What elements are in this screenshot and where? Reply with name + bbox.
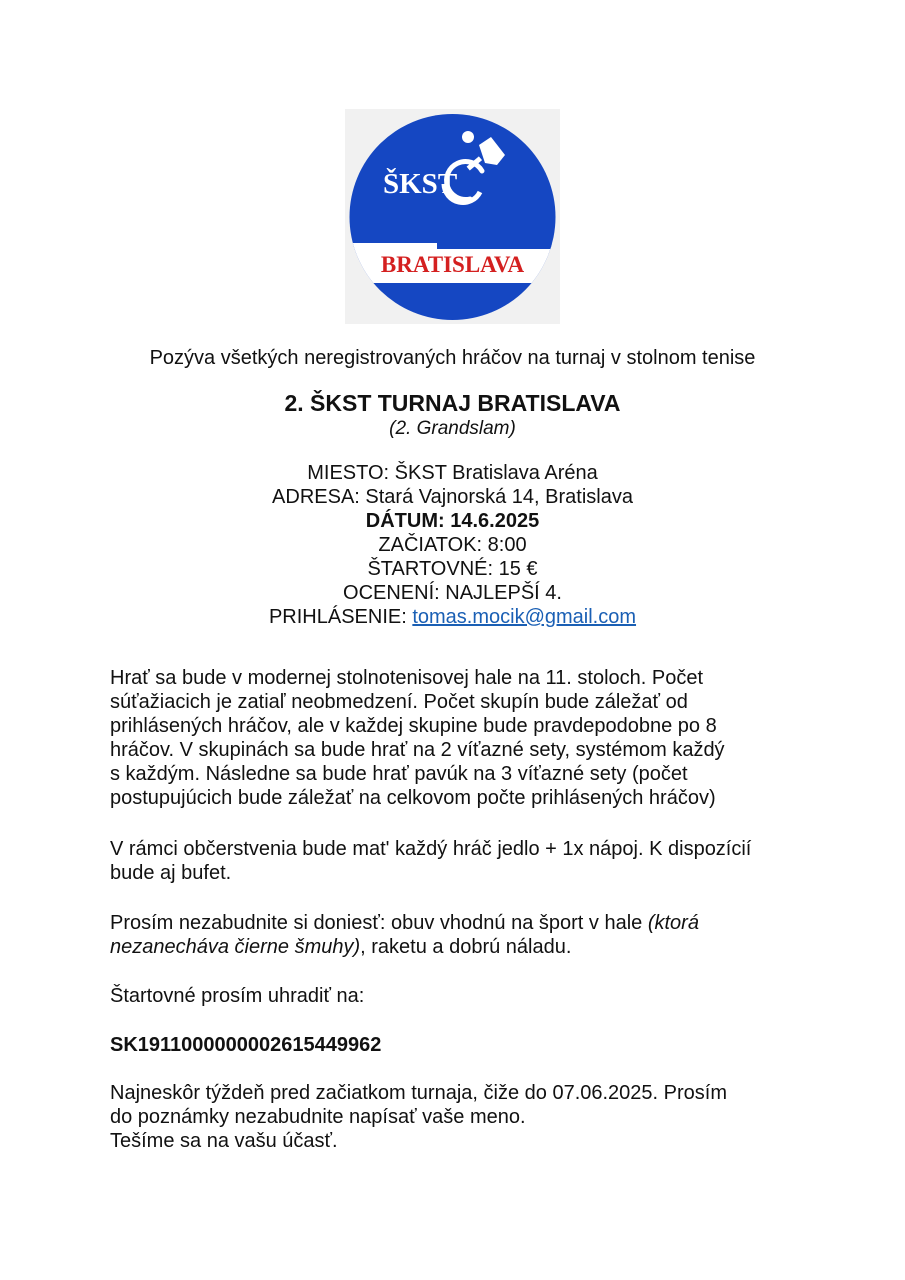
payment-intro: Štartovné prosím uhradiť na: — [110, 985, 365, 1007]
registration-label: PRIHLÁSENIE: — [268, 606, 413, 628]
club-logo — [345, 109, 560, 324]
paragraph-line: hráčov. V skupinách sa bude hrať na 2 víťazné sety, systémom každý — [110, 739, 725, 761]
bring-text: Prosím nezabudnite si doniesť: obuv vhodnú na šport v hale — [110, 912, 648, 934]
club-logo-graphic — [345, 109, 560, 324]
iban: SK1911000000002615449962 — [110, 1034, 382, 1056]
event-details — [0, 461, 905, 629]
closing-paragraph — [110, 1081, 810, 1153]
detail-date: DÁTUM: 14.6.2025 — [365, 510, 540, 532]
bring-text-cont: , raketu a dobrú náladu. — [360, 936, 572, 958]
event-title: 2. ŠKST TURNAJ BRATISLAVA — [284, 390, 621, 416]
paragraph-line: do poznámky nezabudnite napísať vaše meno. — [110, 1106, 526, 1128]
detail-place: MIESTO: ŠKST Bratislava Aréna — [307, 462, 598, 484]
detail-address: ADRESA: Stará Vajnorská 14, Bratislava — [272, 486, 633, 508]
paragraph-line: V rámci občerstvenia bude mat' každý hráč jedlo + 1x nápoj. K dispozícií — [110, 838, 752, 860]
paragraph-line: bude aj bufet. — [110, 862, 232, 884]
bring-paragraph — [110, 911, 810, 959]
paragraph-line: Najneskôr týždeň pred začiatkom turnaja, čiže do 07.06.2025. Prosím — [110, 1082, 727, 1104]
detail-awards: OCENENÍ: NAJLEPŠÍ 4. — [343, 582, 562, 604]
rules-paragraph — [110, 666, 810, 810]
logo-blue-circle — [350, 114, 556, 320]
invitation-text: Pozýva všetkých neregistrovaných hráčov na turnaj v stolnom tenise — [149, 347, 756, 369]
bring-note-cont: nezanecháva čierne šmuhy) — [110, 936, 361, 958]
bring-note: (ktorá — [647, 912, 699, 934]
detail-registration — [0, 605, 905, 629]
paragraph-line: postupujúcich bude záležať na celkovom počte prihlásených hráčov) — [110, 787, 716, 809]
detail-start: ZAČIATOK: 8:00 — [378, 534, 527, 556]
paragraph-line: Tešíme sa na vašu účasť. — [110, 1130, 338, 1152]
paragraph-line: s každým. Následne sa bude hrať pavúk na 3 víťazné sety (počet — [110, 763, 688, 785]
logo-city-text: BRATISLAVA — [380, 252, 525, 277]
paragraph-line: Hrať sa bude v modernej stolnotenisovej hale na 11. stoloch. Počet — [110, 667, 704, 689]
paragraph-line: súťažiacich je zatiaľ neobmedzení. Počet skupín bude záležať od — [110, 691, 688, 713]
detail-fee: ŠTARTOVNÉ: 15 € — [367, 558, 538, 580]
registration-email-link[interactable]: tomas.mocik@gmail.com — [412, 606, 637, 628]
logo-club-text: ŠKST — [383, 168, 458, 200]
paragraph-line: prihlásených hráčov, ale v každej skupine bude pravdepodobne po 8 — [110, 715, 717, 737]
refreshments-paragraph — [110, 837, 810, 885]
event-subtitle: (2. Grandslam) — [389, 418, 516, 439]
